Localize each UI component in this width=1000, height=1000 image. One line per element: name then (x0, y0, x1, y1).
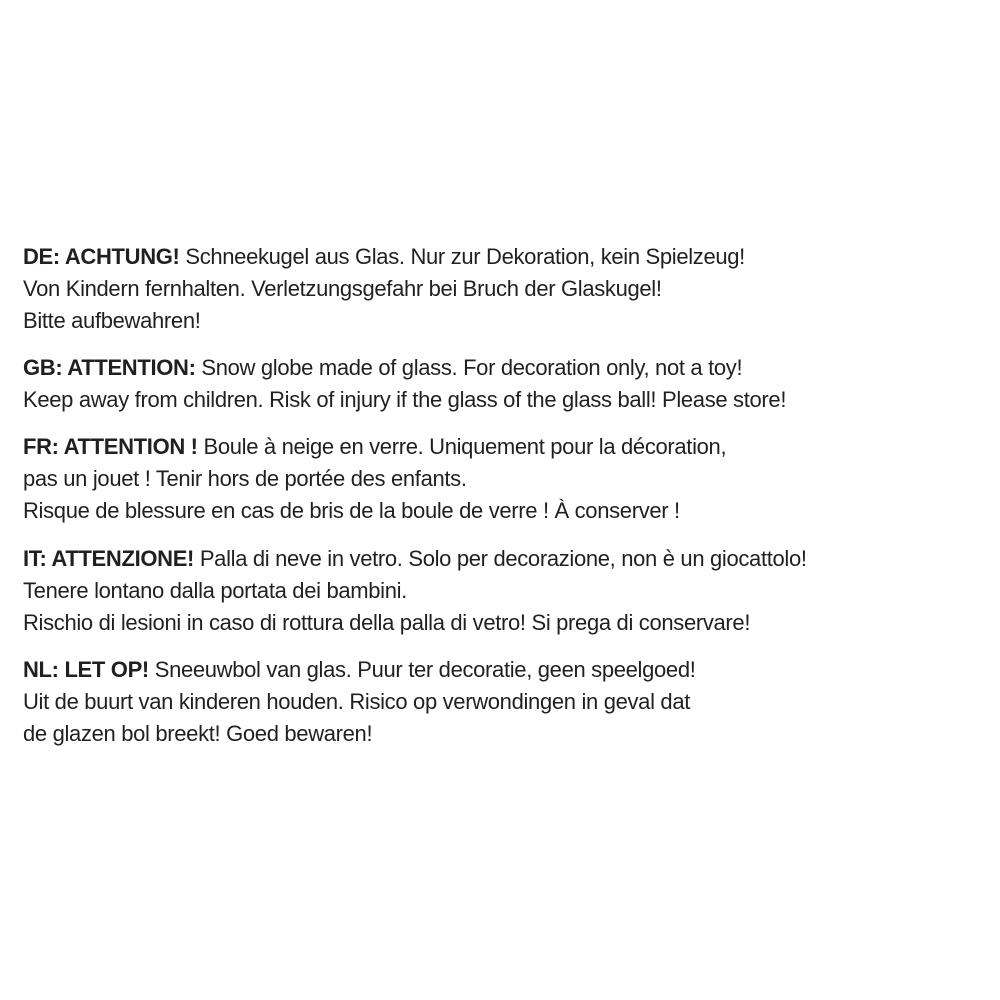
warning-nl-line-2: Uit de buurt van kinderen houden. Risico op verwondingen in geval dat (23, 689, 691, 714)
warning-it-line-3: Rischio di lesioni in caso di rottura della palla di vetro! Si prega di conservare! (23, 610, 751, 635)
warning-text-block (23, 241, 993, 765)
warning-paragraph-fr (23, 431, 993, 527)
warning-fr-line-1-text: Boule à neige en verre. Uniquement pour la décoration, (203, 434, 727, 459)
warning-paragraph-nl (23, 654, 993, 750)
warning-it-heading: IT: ATTENZIONE! (23, 546, 195, 571)
warning-fr-line-2: pas un jouet ! Tenir hors de portée des enfants. (23, 466, 467, 491)
warning-fr-line-3: Risque de blessure en cas de bris de la boule de verre ! À conserver ! (23, 498, 680, 523)
warning-it-line-2: Tenere lontano dalla portata dei bambini. (23, 578, 407, 603)
warning-nl-line-1-text: Sneeuwbol van glas. Puur ter decoratie, geen speelgoed! (154, 657, 696, 682)
warning-de-line-1-text: Schneekugel aus Glas. Nur zur Dekoration, kein Spielzeug! (185, 244, 745, 269)
warning-de-heading: DE: ACHTUNG! (23, 244, 180, 269)
warning-paragraph-gb (23, 352, 993, 416)
warning-gb-heading: GB: ATTENTION: (23, 355, 196, 380)
warning-de-line-1 (23, 241, 993, 273)
warning-de-line-3: Bitte aufbewahren! (23, 308, 201, 333)
warning-gb-line-1 (23, 352, 993, 384)
warning-gb-line-1-text: Snow globe made of glass. For decoration only, not a toy! (201, 355, 743, 380)
warning-it-line-1 (23, 543, 993, 575)
warning-fr-line-1 (23, 431, 993, 463)
warning-gb-line-2: Keep away from children. Risk of injury if the glass of the glass ball! Please store! (23, 387, 787, 412)
warning-it-line-1-text: Palla di neve in vetro. Solo per decorazione, non è un giocattolo! (199, 546, 807, 571)
warning-nl-line-3: de glazen bol breekt! Goed bewaren! (23, 721, 373, 746)
warning-fr-heading: FR: ATTENTION ! (23, 434, 198, 459)
warning-nl-heading: NL: LET OP! (23, 657, 149, 682)
warning-de-line-2: Von Kindern fernhalten. Verletzungsgefahr bei Bruch der Glaskugel! (23, 276, 662, 301)
warning-nl-line-1 (23, 654, 993, 686)
warning-paragraph-it (23, 543, 993, 639)
warning-paragraph-de (23, 241, 993, 337)
